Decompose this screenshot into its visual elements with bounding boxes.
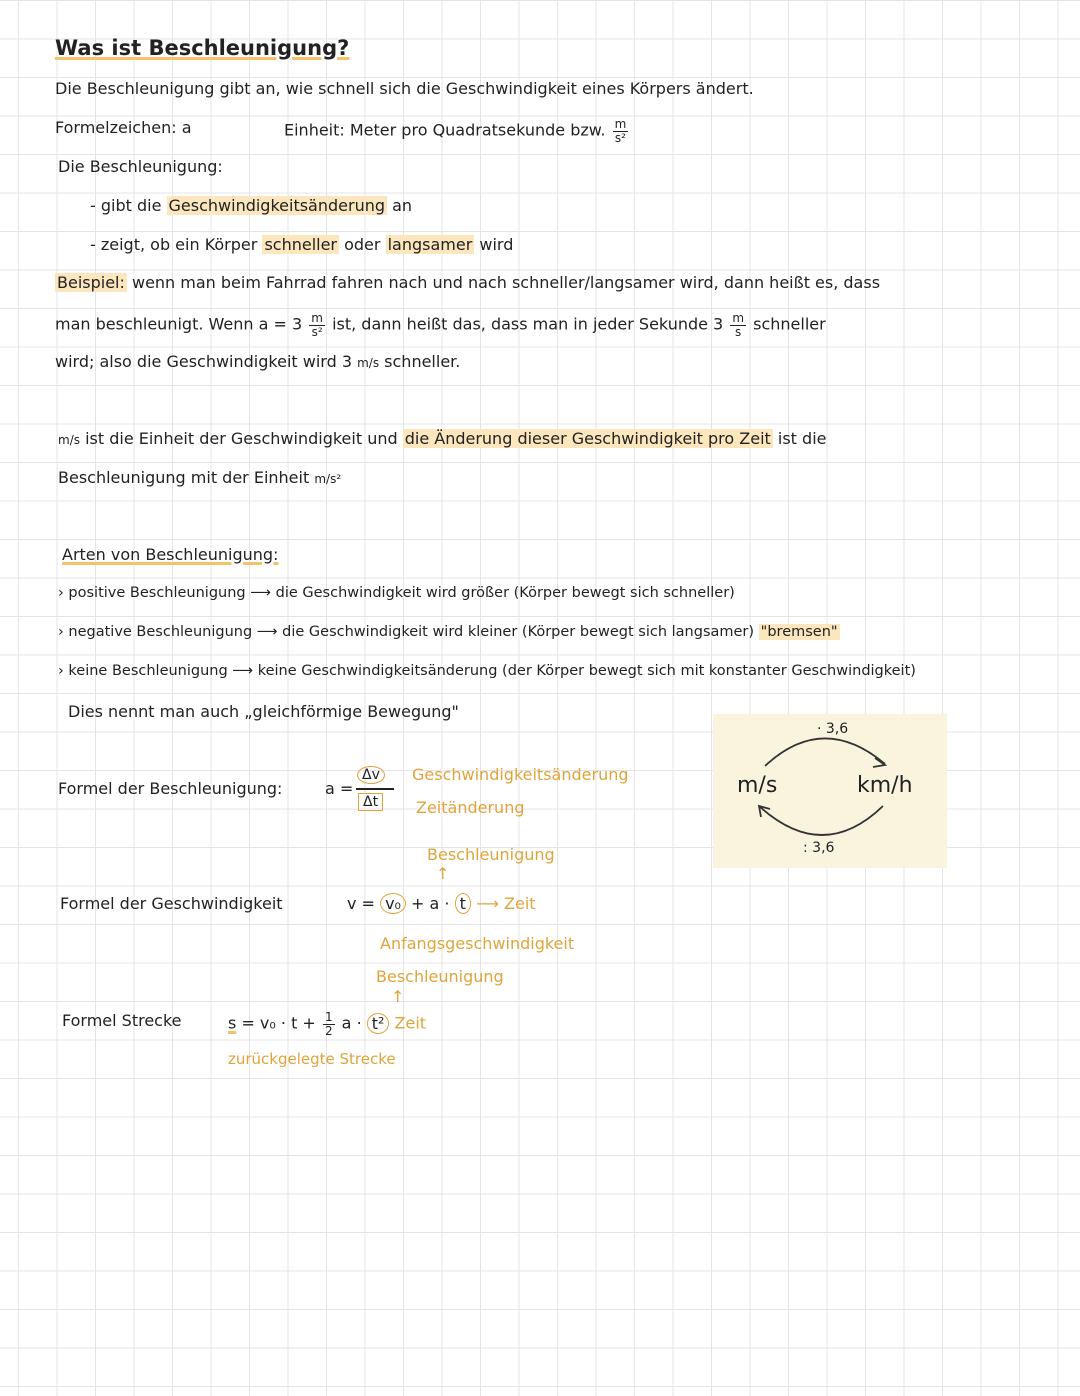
formula-v-t: t: [455, 893, 471, 914]
types-item-negative-text: › negative Beschleunigung ⟶ die Geschwindigkeit wird kleiner (Körper bewegt sich langsamer): [58, 624, 755, 640]
example-label: Beispiel:: [57, 273, 125, 292]
unit-note-line-1: [58, 429, 826, 448]
types-item-positive: › positive Beschleunigung ⟶ die Geschwindigkeit wird größer (Körper bewegt sich schneller): [58, 585, 735, 601]
example-fraction-1-den: s²: [311, 324, 323, 339]
unit-note-unit: m/s: [58, 433, 80, 447]
conversion-top-factor: · 3,6: [817, 721, 849, 737]
unit-note-line-1-b: ist die: [777, 429, 827, 448]
formula-a-note-den: Zeitänderung: [416, 798, 525, 817]
formula-a-fraction-bar: [356, 788, 394, 790]
formula-v-plus-a: + a ·: [411, 894, 450, 913]
formula-s-t2: t²: [367, 1013, 390, 1034]
example-line-3-unit: m/s: [357, 356, 380, 370]
example-line-1: [55, 273, 880, 292]
formula-s-below: zurückgelegte Strecke: [228, 1050, 396, 1068]
formula-v-v0: v₀: [380, 893, 406, 914]
formula-v-arrow-zeit: ⟶ Zeit: [475, 894, 536, 913]
unit-note-line-2-text: Beschleunigung mit der Einheit: [58, 468, 310, 487]
conversion-diagram: [713, 714, 947, 868]
formula-a-den: [358, 794, 383, 811]
unit-note-line-1-a: ist die Einheit der Geschwindigkeit und: [85, 429, 398, 448]
conversion-right-unit: km/h: [857, 773, 913, 798]
symbol-line: [55, 118, 192, 137]
example-line-2-b: ist, dann heißt das, dass man in jeder Sekunde 3: [332, 314, 724, 334]
formula-s-above: Beschleunigung: [376, 967, 504, 986]
example-line-1-text: wenn man beim Fahrrad fahren nach und nach schneller/langsamer wird, dann heißt es, dass: [131, 273, 881, 292]
props-item-1: [90, 196, 412, 215]
props-item-2-highlight-2: langsamer: [387, 235, 473, 254]
props-item-2-pre: - zeigt, ob ein Körper: [90, 235, 258, 254]
formula-a-den-box: Δt: [358, 793, 383, 811]
formula-a-lhs: a =: [325, 779, 354, 798]
props-item-2-highlight-1: schneller: [264, 235, 338, 254]
formula-s-up-arrow: ↑: [391, 987, 405, 1006]
example-line-2-a: man beschleunigt. Wenn a = 3: [55, 314, 303, 334]
example-fraction-2-den: s: [735, 324, 742, 339]
formula-v-up-arrow: ↑: [436, 864, 450, 883]
unit-note-line-2: [58, 468, 341, 487]
types-item-none: › keine Beschleunigung ⟶ keine Geschwindigkeitsänderung (der Körper bewegt sich mit konstanter Geschwindigkeit): [58, 663, 916, 679]
props-item-2-post: wird: [479, 235, 514, 254]
arrow-to-ms: [759, 806, 883, 835]
formula-v-expression: [347, 894, 536, 913]
formula-a-note-num: Geschwindigkeitsänderung: [412, 765, 629, 784]
example-line-3: [55, 352, 460, 371]
example-fraction-1: [309, 312, 325, 338]
props-item-2-mid: oder: [344, 235, 381, 254]
formula-v-above: Beschleunigung: [427, 845, 555, 864]
unit-fraction: [613, 118, 629, 144]
formula-v-below: Anfangsgeschwindigkeit: [380, 934, 575, 953]
formula-s-eq: = v₀ · t +: [241, 1013, 316, 1033]
example-line-3-a: wird; also die Geschwindigkeit wird 3: [55, 352, 352, 371]
example-fraction-2-num: m: [732, 311, 745, 325]
page-title: Was ist Beschleunigung?: [55, 36, 350, 60]
unit-note-line-2-unit: m/s²: [314, 472, 342, 486]
conversion-left-unit: m/s: [737, 773, 778, 798]
example-fraction-2: [730, 312, 746, 338]
example-line-2: [55, 312, 826, 338]
formula-s-s: s: [228, 1013, 237, 1033]
example-fraction-1-num: m: [311, 311, 323, 325]
formula-s-a: a ·: [341, 1013, 362, 1033]
symbol-value: a: [181, 118, 192, 137]
bremsen-highlight: "bremsen": [760, 624, 838, 640]
types-note: Dies nennt man auch „gleichförmige Bewegung": [68, 702, 459, 721]
formula-a-label: Formel der Beschleunigung:: [58, 779, 283, 798]
symbol-label: Formelzeichen:: [55, 118, 177, 137]
formula-s-zeit: Zeit: [394, 1013, 427, 1033]
formula-s-label: Formel Strecke: [62, 1011, 182, 1030]
formula-a-num: [357, 767, 385, 784]
props-item-1-post: an: [392, 196, 413, 215]
props-item-1-pre: - gibt die: [90, 196, 162, 215]
props-heading: Die Beschleunigung:: [58, 157, 223, 176]
unit-note-highlight: die Änderung dieser Geschwindigkeit pro Zeit: [404, 429, 771, 448]
formula-v-label: Formel der Geschwindigkeit: [60, 894, 283, 913]
formula-s-fraction-den: 2: [324, 1023, 333, 1038]
unit-label: Einheit: Meter pro Quadratsekunde bzw.: [284, 120, 606, 140]
unit-den: s²: [614, 130, 626, 145]
types-item-negative: [58, 624, 840, 641]
formula-v-lhs: v =: [347, 894, 375, 913]
formula-s-fraction: [323, 1011, 335, 1037]
example-line-2-c: schneller: [753, 314, 826, 334]
intro-text: Die Beschleunigung gibt an, wie schnell sich die Geschwindigkeit eines Körpers ändert.: [55, 79, 754, 98]
props-item-2: [90, 235, 513, 254]
unit-line: [284, 118, 630, 144]
arrow-to-kmh: [765, 738, 885, 766]
formula-a-num-circle: Δv: [357, 766, 385, 784]
example-line-3-b: schneller.: [384, 352, 461, 371]
conversion-bottom-factor: : 3,6: [803, 840, 835, 856]
props-item-1-highlight: Geschwindigkeitsänderung: [168, 196, 386, 215]
types-heading: Arten von Beschleunigung:: [62, 545, 279, 564]
unit-num: m: [614, 117, 627, 131]
formula-s-expression: [228, 1011, 426, 1037]
formula-s-fraction-num: 1: [324, 1010, 333, 1024]
